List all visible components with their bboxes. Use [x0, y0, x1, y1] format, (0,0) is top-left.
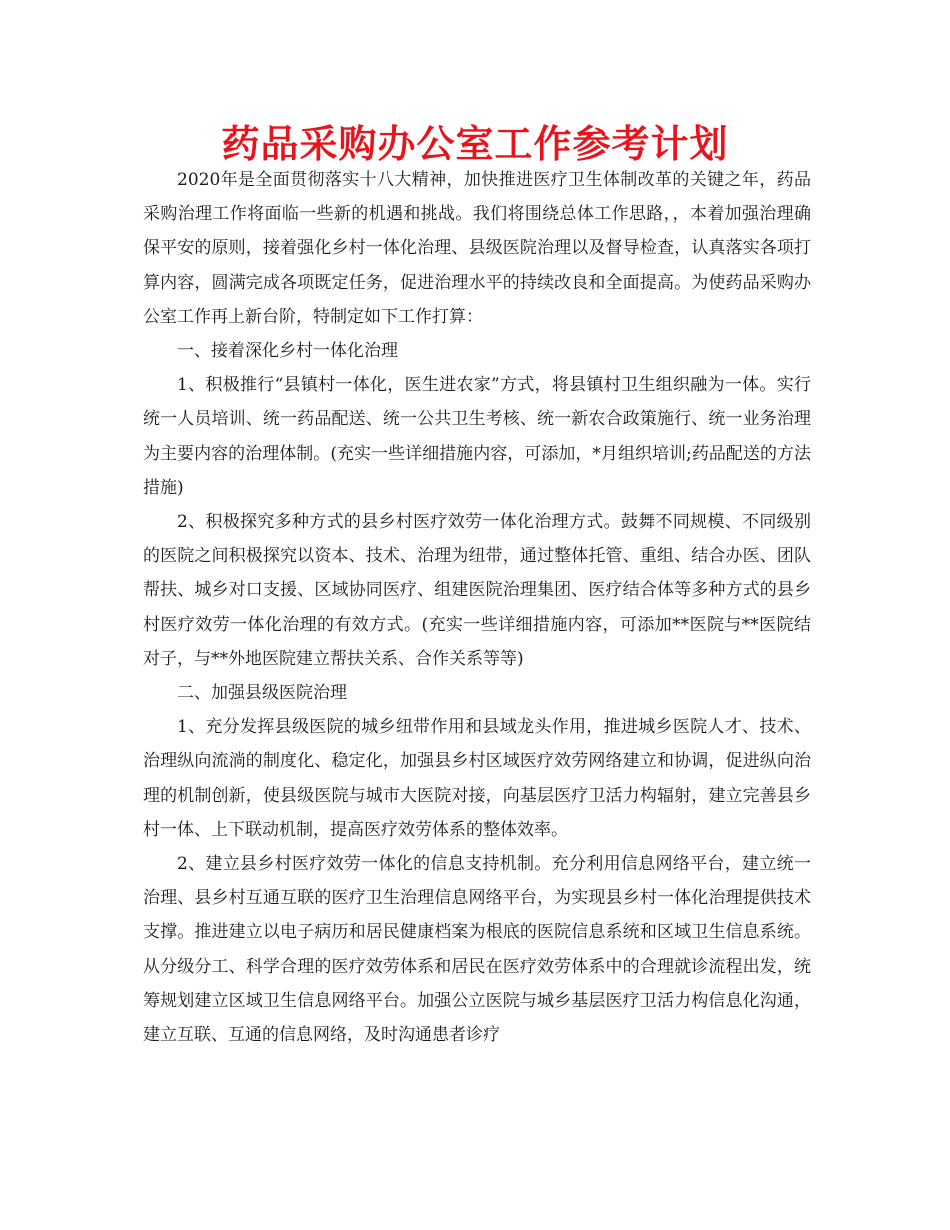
section-1-item-1: 1、积极推行“县镇村一体化，医生进农家”方式，将县镇村卫生组织融为一体。实行统一人员培训、统一药品配送、统一公共卫生考核、统一新农合政策施行、统一业务治理为主要内容的治理体制。(充实一些详细措施内容，可添加，*月组织培训;药品配送的方法措施) — [143, 375, 811, 498]
section-heading-1: 一、接着深化乡村一体化治理 — [177, 341, 398, 362]
document-body — [143, 163, 811, 1052]
section-1-item-2: 2、积极探究多种方式的县乡村医疗效劳一体化治理方式。鼓舞不同规模、不同级别的医院之间积极探究以资本、技术、治理为纽带，通过整体托管、重组、结合办医、团队帮扶、城乡对口支援、区域协同医疗、组建医院治理集团、医疗结合体等多种方式的县乡村医疗效劳一体化治理的有效方式。(充实一些详细措施内容，可添加**医院与**医院结对子，与**外地医院建立帮扶关系、合作关系等等) — [143, 512, 811, 669]
section-2-item-2: 2、建立县乡村医疗效劳一体化的信息支持机制。充分利用信息网络平台，建立统一治理、县乡村互通互联的医疗卫生治理信息网络平台，为实现县乡村一体化治理提供技术支撑。推进建立以电子病历和居民健康档案为根底的医院信息系统和区域卫生信息系统。从分级分工、科学合理的医疗效劳体系和居民在医疗效劳体系中的合理就诊流程出发，统筹规划建立区域卫生信息网络平台。加强公立医院与城乡基层医疗卫活力构信息化沟通，建立互联、互通的信息网络，及时沟通患者诊疗 — [143, 854, 811, 1046]
section-2-item-1: 1、充分发挥县级医院的城乡纽带作用和县域龙头作用，推进城乡医院人才、技术、治理纵向流淌的制度化、稳定化，加强县乡村区域医疗效劳网络建立和协调，促进纵向治理的机制创新，使县级医院与城市大医院对接，向基层医疗卫活力构辐射，建立完善县乡村一体、上下联动机制，提高医疗效劳体系的整体效率。 — [143, 717, 811, 840]
intro-paragraph: 2020年是全面贯彻落实十八大精神，加快推进医疗卫生体制改革的关键之年，药品采购治理工作将面临一些新的机遇和挑战。我们将围绕总体工作思路，，本着加强治理确保平安的原则，接着强化乡村一体化治理、县级医院治理以及督导检查，认真落实各项打算内容，圆满完成各项既定任务，促进治理水平的持续改良和全面提高。为使药品采购办公室工作再上新台阶，特制定如下工作打算： — [143, 170, 811, 327]
document-title: 药品采购办公室工作参考计划 — [221, 122, 729, 166]
section-heading-2: 二、加强县级医院治理 — [177, 683, 347, 704]
